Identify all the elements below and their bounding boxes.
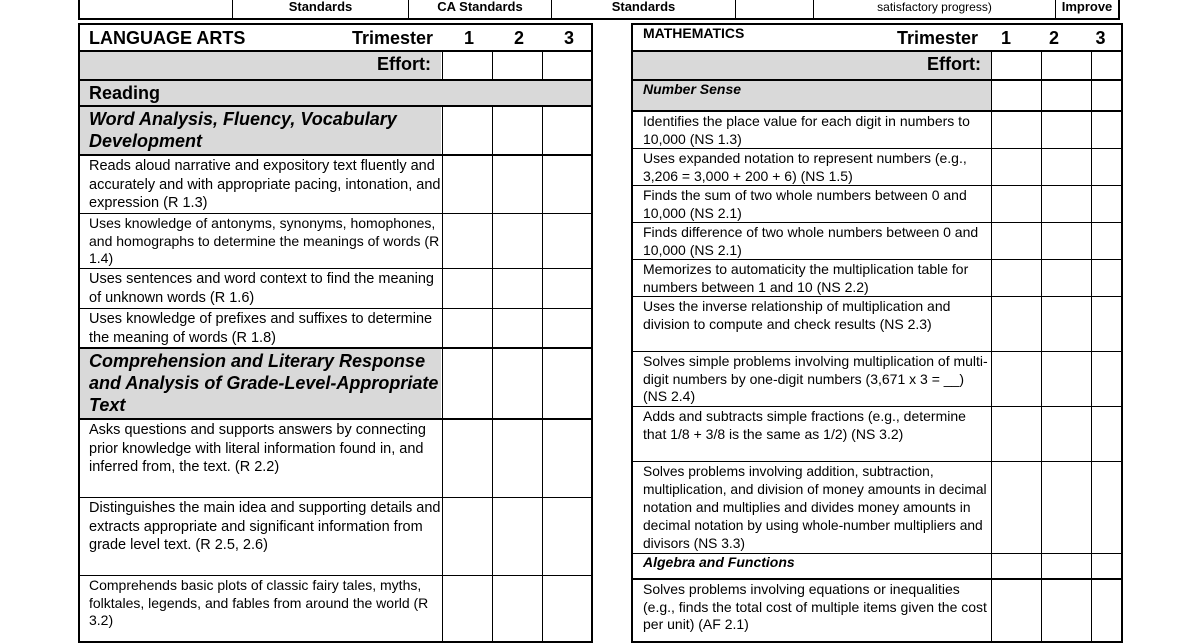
grade-cell-t1[interactable] (442, 269, 492, 308)
grade-cell-t2[interactable] (1041, 297, 1091, 351)
grade-cell-t1[interactable] (442, 576, 492, 643)
header-row (80, 25, 591, 52)
grade-cell-t1[interactable] (991, 297, 1041, 351)
legend-cell: satisfactory progress) (814, 0, 1056, 18)
grade-cell-t2[interactable] (492, 309, 542, 347)
grade-cell-t2[interactable] (492, 349, 542, 418)
standard-label: Reads aloud narrative and expository text fluently and accurately and with appropriate pacing, intonation, and expression (R 1.3) (89, 158, 441, 211)
legend-cell (80, 0, 233, 18)
grade-cell-t3[interactable] (1091, 297, 1123, 351)
section-label: Reading (80, 81, 591, 105)
grade-cell-t3[interactable] (542, 269, 593, 308)
standard-label: Uses sentences and word context to find the meaning of unknown words (R 1.6) (89, 271, 434, 306)
standard-label: Uses knowledge of antonyms, synonyms, homophones, and homographs to determine the meanings of words (R 1.4) (89, 215, 440, 266)
subsection-label: Word Analysis, Fluency, Vocabulary Development (80, 107, 441, 154)
grade-cell-t3[interactable] (1091, 186, 1123, 222)
trimester-3-header: 3 (1095, 28, 1106, 48)
grade-cell-t1[interactable] (442, 349, 492, 418)
effort-cell-t1[interactable] (991, 52, 1041, 79)
grade-cell-t2[interactable] (1041, 260, 1091, 296)
grade-cell-t3[interactable] (1091, 407, 1123, 461)
grade-cell-t1[interactable] (991, 186, 1041, 222)
language-arts-title: LANGUAGE ARTS (89, 28, 246, 48)
header-row (633, 25, 1121, 52)
standard-label: Memorizes to automaticity the multiplication table for numbers between 1 and 10 (NS 2.2) (643, 261, 969, 295)
grade-cell-t3[interactable] (542, 498, 593, 575)
section-row-number-sense (633, 81, 1121, 112)
standard-row (633, 580, 1121, 643)
grade-cell-t2[interactable] (1041, 81, 1091, 110)
standard-row (80, 309, 591, 349)
standard-label: Uses expanded notation to represent numbers (e.g., 3,206 = 3,000 + 200 + 6) (NS 1.5) (643, 150, 967, 184)
section-row-algebra (633, 554, 1121, 580)
standard-row (80, 156, 591, 214)
grade-cell-t2[interactable] (492, 269, 542, 308)
grade-cell-t2[interactable] (1041, 580, 1091, 643)
trimester-3-header: 3 (563, 28, 574, 48)
standard-row (633, 260, 1121, 297)
grade-cell-t1[interactable] (991, 580, 1041, 643)
standard-row (80, 214, 591, 269)
section-label: Algebra and Functions (643, 554, 795, 570)
grade-cell-t1[interactable] (442, 498, 492, 575)
effort-label-cell (80, 52, 441, 79)
legend-cell: Standards (552, 0, 736, 18)
standard-row (633, 223, 1121, 260)
standard-label: Uses knowledge of prefixes and suffixes to determine the meaning of words (R 1.8) (89, 311, 433, 346)
grade-cell-t1[interactable] (442, 107, 492, 154)
grade-cell-t3[interactable] (1091, 223, 1123, 259)
trimester-1-header: 1 (1000, 28, 1011, 48)
section-label: Number Sense (633, 81, 991, 110)
effort-cell-t3[interactable] (542, 52, 593, 79)
grade-cell-t2[interactable] (1041, 352, 1091, 406)
trimester-1-header: 1 (463, 28, 474, 48)
subsection-row (80, 107, 591, 156)
standard-label: Distinguishes the main idea and supporting details and extracts appropriate and significant information from grade level text. (R 2.5, 2.6) (89, 500, 441, 553)
grade-cell-t2[interactable] (492, 498, 542, 575)
grade-cell-t2[interactable] (492, 576, 542, 643)
mathematics-title: MATHEMATICS (643, 25, 745, 41)
trimester-2-header: 2 (513, 28, 524, 48)
effort-label: Effort: (377, 54, 431, 74)
grade-cell-t3[interactable] (1091, 112, 1123, 148)
grade-cell-t1[interactable] (442, 214, 492, 268)
standard-row (633, 112, 1121, 149)
grade-cell-t2[interactable] (492, 107, 542, 154)
grade-cell-t1[interactable] (991, 149, 1041, 185)
standard-row (633, 462, 1121, 554)
standard-row (633, 186, 1121, 223)
grade-cell-t1[interactable] (991, 260, 1041, 296)
grade-cell-t1[interactable] (991, 462, 1041, 553)
effort-cell-t3[interactable] (1091, 52, 1123, 79)
standard-label: Asks questions and supports answers by connecting prior knowledge with literal information found in, and inferred from, the text. (R 2.2) (89, 422, 426, 475)
grade-cell-t3[interactable] (542, 576, 593, 643)
grade-cell-t1[interactable] (442, 309, 492, 347)
grade-cell-t3[interactable] (542, 349, 593, 418)
grade-cell-t3[interactable] (542, 309, 593, 347)
standard-label: Solves problems involving equations or inequalities (e.g., finds the total cost of multiple items given the cost per unit) (AF 2.1) (643, 581, 987, 632)
grade-cell-t2[interactable] (492, 420, 542, 497)
grade-cell-t2[interactable] (1041, 149, 1091, 185)
standard-label: Comprehends basic plots of classic fairy tales, myths, folktales, legends, and fables from around the world (R 3.2) (89, 577, 429, 628)
grade-cell-t3[interactable] (1091, 81, 1123, 110)
grade-cell-t3[interactable] (542, 214, 593, 268)
grade-cell-t3[interactable] (1091, 260, 1123, 296)
grade-cell-t3[interactable] (1091, 580, 1123, 643)
standard-row (80, 269, 591, 309)
grade-cell-t2[interactable] (492, 156, 542, 213)
grade-cell-t1[interactable] (991, 223, 1041, 259)
subsection-row (80, 349, 591, 420)
effort-row (80, 52, 591, 81)
subsection-label: Comprehension and Literary Response and Analysis of Grade-Level-Appropriate Text (80, 349, 441, 418)
language-arts-panel (78, 23, 593, 643)
grade-cell-t3[interactable] (542, 420, 593, 497)
grade-cell-t1[interactable] (991, 554, 1041, 578)
legend-cell: CA Standards (409, 0, 552, 18)
grade-cell-t2[interactable] (1041, 223, 1091, 259)
standard-row (633, 297, 1121, 352)
effort-label: Effort: (927, 54, 981, 74)
grade-cell-t2[interactable] (1041, 407, 1091, 461)
effort-cell-t2[interactable] (1041, 52, 1091, 79)
effort-row (633, 52, 1121, 81)
grade-cell-t1[interactable] (991, 112, 1041, 148)
standard-row (633, 352, 1121, 407)
legend-strip (78, 0, 1120, 20)
standard-label: Uses the inverse relationship of multiplication and division to compute and check results (NS 2.3) (643, 298, 951, 332)
standard-label: Solves simple problems involving multiplication of multi-digit numbers by one-digit numbers (3,671 x 3 = __) (NS 2.4) (643, 353, 988, 404)
grade-cell-t1[interactable] (991, 407, 1041, 461)
standard-label: Adds and subtracts simple fractions (e.g., determine that 1/8 + 3/8 is the same as 1/2) (NS 3.2) (643, 408, 966, 442)
grade-cell-t1[interactable] (442, 420, 492, 497)
grade-cell-t2[interactable] (1041, 112, 1091, 148)
standard-label: Identifies the place value for each digit in numbers to 10,000 (NS 1.3) (643, 113, 970, 147)
standard-row (80, 498, 591, 576)
section-row-reading (80, 81, 591, 107)
standard-row (80, 420, 591, 498)
trimester-label: Trimester (352, 28, 434, 48)
grade-cell-t3[interactable] (1091, 462, 1123, 553)
effort-cell-t1[interactable] (442, 52, 492, 79)
trimester-label: Trimester (897, 28, 979, 48)
standard-label: Solves problems involving addition, subtraction, multiplication, and division of money amounts in decimal notation and multiplies and divides money amounts in decimal notation by using whole-number multipliers and divisors (NS 3.3) (643, 464, 987, 551)
grade-cell-t3[interactable] (542, 156, 593, 213)
standard-row (633, 407, 1121, 462)
grade-cell-t3[interactable] (1091, 149, 1123, 185)
grade-cell-t2[interactable] (1041, 462, 1091, 553)
grade-cell-t3[interactable] (1091, 352, 1123, 406)
grade-cell-t2[interactable] (1041, 186, 1091, 222)
effort-label-cell (633, 52, 991, 79)
legend-cell: Improve (1061, 0, 1113, 14)
grade-cell-t3[interactable] (542, 107, 593, 154)
grade-cell-t3[interactable] (1091, 554, 1123, 578)
mathematics-panel (631, 23, 1123, 643)
trimester-2-header: 2 (1048, 28, 1059, 48)
effort-cell-t2[interactable] (492, 52, 542, 79)
legend-cell: Standards (233, 0, 409, 18)
standard-row (633, 149, 1121, 186)
grade-cell-t1[interactable] (442, 156, 492, 213)
standard-label: Finds the sum of two whole numbers between 0 and 10,000 (NS 2.1) (643, 187, 967, 221)
legend-cell (736, 0, 814, 18)
grade-cell-t2[interactable] (1041, 554, 1091, 578)
grade-cell-t1[interactable] (991, 81, 1041, 110)
standard-row (80, 576, 591, 643)
grade-cell-t1[interactable] (991, 352, 1041, 406)
standard-label: Finds difference of two whole numbers between 0 and 10,000 (NS 2.1) (643, 224, 979, 258)
grade-cell-t2[interactable] (492, 214, 542, 268)
